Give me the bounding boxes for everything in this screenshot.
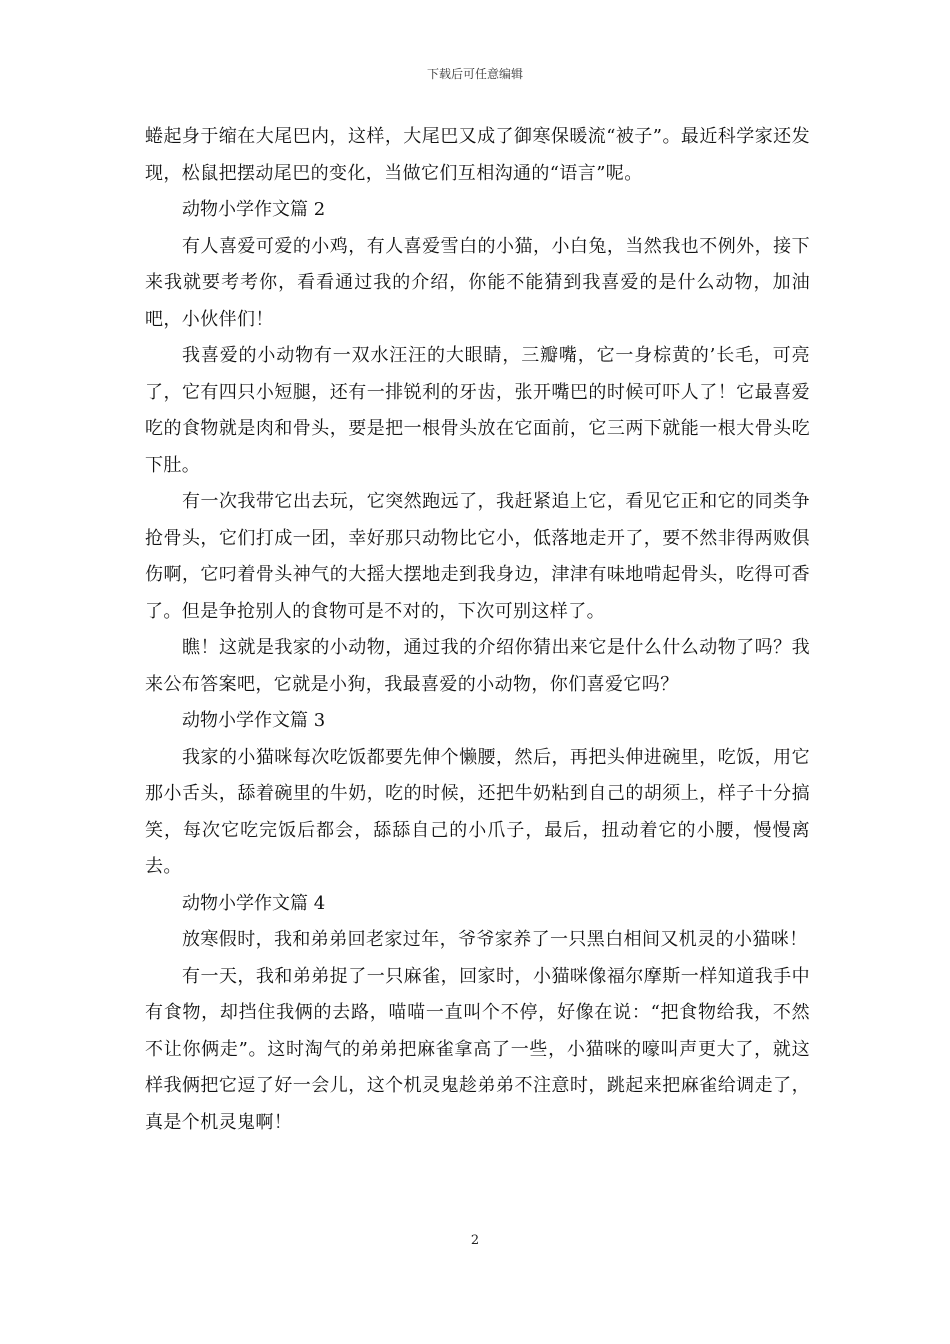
paragraph: 我喜爱的小动物有一双水汪汪的大眼睛，三瓣嘴，它一身棕黄的’长毛，可亮了，它有四只小短腿，还有一排锐利的牙齿，张开嘴巴的时候可吓人了！它最喜爱吃的食物就是肉和骨头，要是把一根骨头放在它面前，它三两下就能一根大骨头吃下肚。 bbox=[145, 345, 810, 476]
paragraph: 有人喜爱可爱的小鸡，有人喜爱雪白的小猫，小白兔，当然我也不例外，接下来我就要考考你，看看通过我的介绍，你能不能猜到我喜爱的是什么动物，加油吧，小伙伴们！ bbox=[145, 235, 810, 330]
paragraph: 放寒假时，我和弟弟回老家过年，爷爷家养了一只黑白相间又机灵的小猫咪！ bbox=[182, 929, 808, 950]
paragraph: 我家的小猫咪每次吃饭都要先伸个懒腰，然后，再把头伸进碗里，吃饭，用它那小舌头，舔着碗里的牛奶，吃的时候，还把牛奶粘到自己的胡须上，样子十分搞笑，每次它吃完饭后都会，舔舔自己的小爪子，最后，扭动着它的小腰，慢慢离去。 bbox=[145, 746, 810, 877]
page-number: 2 bbox=[470, 1233, 480, 1248]
paragraph: 有一次我带它出去玩，它突然跑远了，我赶紧追上它，看见它正和它的同类争抢骨头，它们打成一团，幸好那只动物比它小，低落地走开了，要不然非得两败俱伤啊，它叼着骨头神气的大摇大摆地走到我身边，津津有味地啃起骨头，吃得可香了。但是争抢别人的食物可是不对的，下次可别这样了。 bbox=[145, 491, 810, 622]
document-body bbox=[145, 119, 810, 1141]
page-header: 下载后可任意编辑 bbox=[426, 67, 523, 81]
section-heading-4: 动物小学作文篇 4 bbox=[182, 892, 326, 914]
paragraph: 瞧！这就是我家的小动物，通过我的介绍你猜出来它是什么什么动物了吗？我来公布答案吧，它就是小狗，我最喜爱的小动物，你们喜爱它吗？ bbox=[145, 637, 810, 695]
paragraph: 有一天，我和弟弟捉了一只麻雀，回家时，小猫咪像福尔摩斯一样知道我手中有食物，却挡住我俩的去路，喵喵一直叫个不停，好像在说：“把食物给我，不然不让你俩走”。这时淘气的弟弟把麻雀拿高了一些，小猫咪的嚎叫声更大了，就这样我俩把它逗了好一会儿，这个机灵鬼趁弟弟不注意时，跳起来把麻雀给调走了，真是个机灵鬼啊！ bbox=[145, 965, 810, 1133]
paragraph-continued: 蜷起身于缩在大尾巴内，这样，大尾巴又成了御寒保暖流“被子”。最近科学家还发现，松鼠把摆动尾巴的变化，当做它们互相沟通的“语言”呢。 bbox=[145, 126, 810, 184]
section-heading-3: 动物小学作文篇 3 bbox=[182, 710, 326, 731]
section-heading-2: 动物小学作文篇 2 bbox=[182, 199, 326, 220]
